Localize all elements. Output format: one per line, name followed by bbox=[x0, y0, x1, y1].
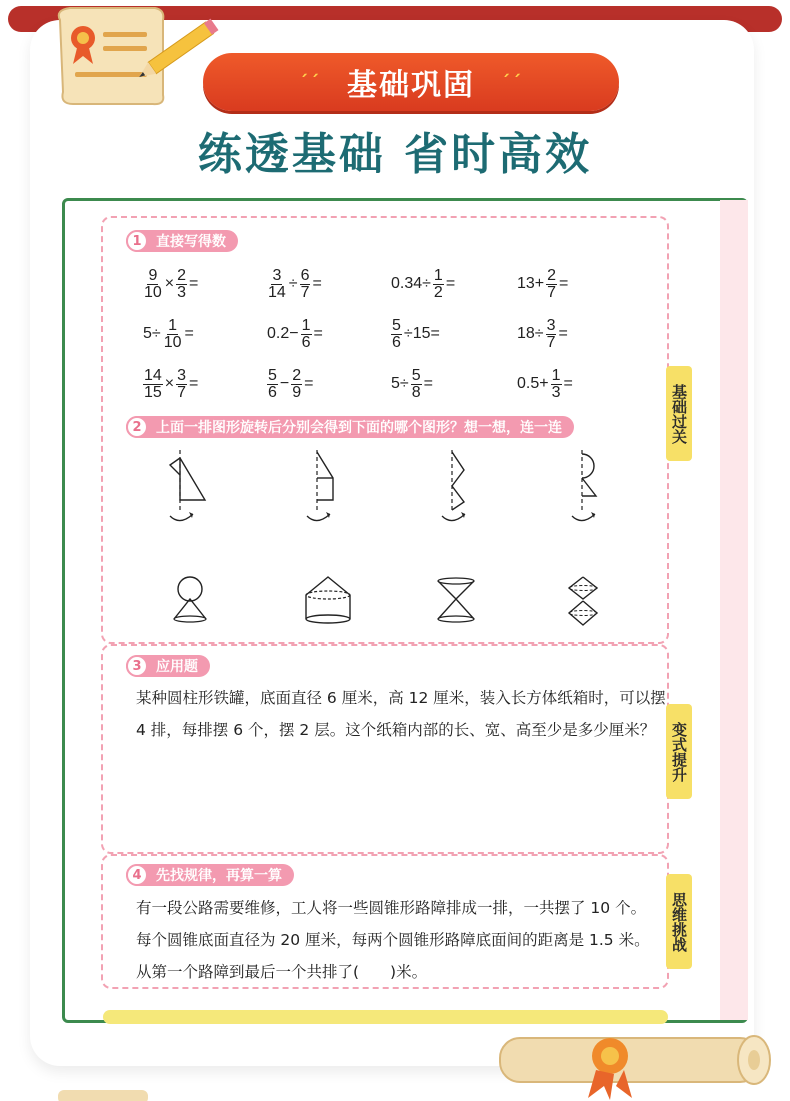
arithmetic-item bbox=[390, 366, 434, 402]
numerator: 9 bbox=[148, 266, 158, 284]
side-tab-label: 变式提升 bbox=[670, 721, 688, 782]
denominator: 6 bbox=[268, 383, 277, 401]
q3-number: 3 bbox=[126, 655, 148, 677]
page-edge bbox=[720, 200, 748, 1020]
side-tab-label: 基础过关 bbox=[670, 383, 688, 444]
operator: = bbox=[563, 375, 573, 392]
numerator: 3 bbox=[272, 266, 282, 284]
rotate-shape-3[interactable] bbox=[430, 450, 480, 530]
q4-number: 4 bbox=[126, 864, 148, 886]
denominator: 10 bbox=[163, 333, 182, 351]
q4-line: 从第一个路障到最后一个共排了( )米。 bbox=[136, 963, 428, 981]
q3-line: 4 排，每排摆 6 个，摆 2 层。这个纸箱内部的长、宽、高至少是多少厘米？ bbox=[136, 721, 656, 739]
numerator: 5 bbox=[268, 366, 277, 384]
arithmetic-item bbox=[516, 366, 574, 402]
operator: = bbox=[189, 375, 199, 392]
arithmetic-item bbox=[142, 266, 199, 302]
numerator: 1 bbox=[301, 316, 311, 334]
q4-line: 每个圆锥底面直径为 20 厘米，每两个圆锥形路障底面间的距离是 1.5 米。 bbox=[136, 931, 650, 949]
q4-text bbox=[136, 892, 666, 988]
q1-title: 直接写得数 bbox=[156, 234, 226, 250]
fraction bbox=[301, 318, 312, 351]
denominator: 9 bbox=[292, 383, 302, 401]
operator: = bbox=[312, 275, 322, 292]
q2-number: 2 bbox=[126, 416, 148, 438]
q3-line: 某种圆柱形铁罐，底面直径 6 厘米，高 12 厘米，装入长方体纸箱时，可以摆 bbox=[136, 689, 666, 707]
operator: × bbox=[164, 275, 175, 292]
numerator: 14 bbox=[144, 366, 162, 384]
numerator: 6 bbox=[300, 266, 310, 284]
operator: = bbox=[184, 325, 194, 342]
denominator: 3 bbox=[551, 383, 561, 401]
operator: 5÷ bbox=[391, 375, 409, 392]
denominator: 14 bbox=[268, 283, 286, 301]
fraction bbox=[176, 268, 187, 301]
side-tab-label: 思维挑战 bbox=[670, 891, 688, 952]
arithmetic-item bbox=[266, 366, 315, 402]
arithmetic-item bbox=[142, 316, 195, 352]
numerator: 2 bbox=[292, 366, 302, 384]
operator: = bbox=[445, 275, 456, 292]
denominator: 8 bbox=[411, 383, 421, 401]
operator: = bbox=[423, 375, 433, 392]
denominator: 7 bbox=[547, 283, 557, 301]
fraction bbox=[433, 268, 444, 301]
numerator: 3 bbox=[177, 366, 187, 384]
denominator: 10 bbox=[144, 283, 162, 301]
fraction bbox=[411, 368, 422, 401]
fraction bbox=[391, 318, 402, 351]
operator: 13+ bbox=[517, 275, 545, 292]
numerator: 5 bbox=[392, 316, 401, 334]
fraction bbox=[143, 368, 163, 401]
q1-number: 1 bbox=[126, 230, 148, 252]
rotate-shape-4[interactable] bbox=[560, 450, 610, 530]
q3-text bbox=[136, 682, 666, 746]
numerator: 5 bbox=[411, 366, 421, 384]
bottom-strip bbox=[103, 1010, 668, 1024]
fraction bbox=[176, 368, 187, 401]
q1-badge bbox=[126, 230, 238, 252]
operator: = bbox=[313, 325, 323, 342]
rolled-scroll-icon bbox=[492, 1024, 782, 1101]
arithmetic-item bbox=[390, 316, 441, 352]
operator: × bbox=[164, 375, 175, 392]
q3-title: 应用题 bbox=[156, 659, 198, 675]
denominator: 7 bbox=[546, 333, 556, 351]
operator: = bbox=[558, 325, 568, 342]
numerator: 1 bbox=[168, 316, 178, 334]
q4-badge bbox=[126, 864, 294, 886]
q4-line: 有一段公路需要维修，工人将一些圆锥形路障排成一排，一共摆了 10 个。 bbox=[136, 899, 647, 917]
fraction bbox=[300, 268, 311, 301]
arithmetic-item bbox=[266, 266, 323, 302]
section-title-pill bbox=[203, 53, 619, 111]
fraction bbox=[546, 318, 557, 351]
fraction bbox=[291, 368, 302, 401]
side-tab-improve bbox=[666, 704, 692, 799]
pill-ticks-left: ˊˊ bbox=[299, 71, 321, 93]
operator: 0.2− bbox=[267, 325, 299, 342]
arithmetic-item bbox=[516, 316, 569, 352]
numerator: 1 bbox=[433, 266, 443, 284]
operator: = bbox=[559, 275, 569, 292]
operator: 0.5+ bbox=[517, 375, 549, 392]
scroll-edge-icon bbox=[58, 1086, 148, 1101]
solid-cone-cylinder[interactable] bbox=[300, 575, 356, 625]
fraction bbox=[143, 268, 163, 301]
numerator: 1 bbox=[551, 366, 561, 384]
q4-title: 先找规律，再算一算 bbox=[156, 868, 282, 884]
fraction bbox=[551, 368, 562, 401]
fraction bbox=[267, 268, 287, 301]
rotate-shape-2[interactable] bbox=[295, 450, 345, 530]
numerator: 3 bbox=[546, 316, 556, 334]
solid-diamond-cones[interactable] bbox=[565, 575, 601, 627]
numerator: 2 bbox=[547, 266, 557, 284]
fraction bbox=[163, 318, 183, 351]
operator: ÷15= bbox=[403, 325, 440, 342]
pill-label: 基础巩固 bbox=[347, 68, 475, 103]
denominator: 3 bbox=[177, 283, 187, 301]
q2-title: 上面一排图形旋转后分别会得到下面的哪个图形？想一想，连一连 bbox=[156, 420, 562, 436]
rotate-shape-1[interactable] bbox=[165, 450, 215, 530]
arithmetic-item bbox=[390, 266, 456, 302]
denominator: 7 bbox=[177, 383, 187, 401]
headline: 练透基础 省时高效 bbox=[197, 129, 593, 180]
arithmetic-item bbox=[516, 266, 569, 302]
fraction bbox=[267, 368, 278, 401]
operator: ÷ bbox=[288, 275, 298, 292]
operator: 18÷ bbox=[517, 325, 544, 342]
q2-badge bbox=[126, 416, 574, 438]
arithmetic-item bbox=[142, 366, 199, 402]
solid-sphere-cone[interactable] bbox=[170, 575, 210, 625]
numerator: 2 bbox=[177, 266, 187, 284]
pill-ticks-right: ˊˊ bbox=[501, 71, 523, 93]
operator: = bbox=[189, 275, 199, 292]
scroll-pencil-icon bbox=[45, 0, 225, 110]
solid-double-cone[interactable] bbox=[434, 575, 478, 625]
fraction bbox=[546, 268, 557, 301]
denominator: 6 bbox=[301, 333, 311, 351]
denominator: 7 bbox=[300, 283, 310, 301]
operator: − bbox=[279, 375, 290, 392]
arithmetic-item bbox=[266, 316, 324, 352]
side-tab-basic bbox=[666, 366, 692, 461]
operator: = bbox=[304, 375, 314, 392]
denominator: 15 bbox=[144, 383, 162, 401]
operator: 5÷ bbox=[143, 325, 161, 342]
operator: 0.34÷ bbox=[391, 275, 431, 292]
side-tab-challenge bbox=[666, 874, 692, 969]
denominator: 6 bbox=[392, 333, 401, 351]
denominator: 2 bbox=[433, 283, 443, 301]
q3-badge bbox=[126, 655, 210, 677]
